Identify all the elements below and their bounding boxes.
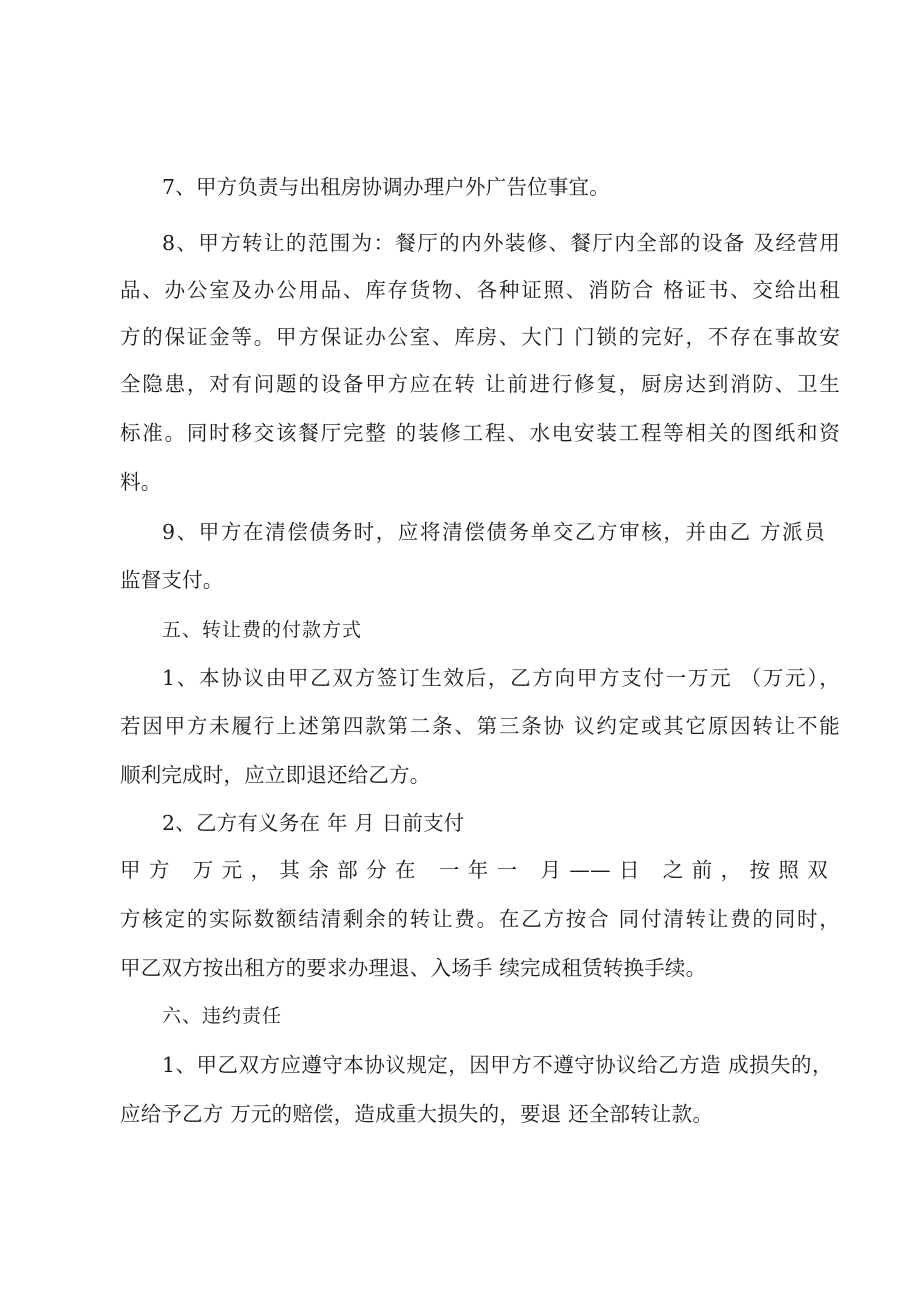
clause-8-line-4: 全隐患，对有问题的设备甲方应在转 让前进行修复，厨房达到消防、卫生 <box>120 372 840 396</box>
payment-clause-2-line-4: 甲乙双方按出租方的要求办理退、入场手 续完成租赁转换手续。 <box>120 956 707 980</box>
payment-clause-1-line-2: 若因甲方未履行上述第四款第二条、第三条协 议约定或其它原因转让不能 <box>120 714 840 738</box>
breach-clause-1-line-1: 1、甲乙双方应遵守本协议规定，因甲方不遵守协议给乙方造 成损失的， <box>162 1053 832 1077</box>
payment-clause-1-line-1: 1、本协议由甲乙双方签订生效后，乙方向甲方支付一万元 （万元）， <box>162 666 840 690</box>
clause-8-line-1: 8、甲方转让的范围为：餐厅的内外装修、餐厅内全部的设备 及经营用 <box>162 231 840 255</box>
payment-clause-2-line-2: 甲方 万元，其余部分在 一年一 月——日 之前，按照双 <box>120 858 828 882</box>
clause-8-line-6: 料。 <box>120 470 162 494</box>
payment-clause-2-line-1: 2、乙方有义务在 年 月 日前支付 <box>162 811 465 835</box>
clause-8-line-5: 标准。同时移交该餐厅完整 的装修工程、水电安装工程等相关的图纸和资 <box>120 421 840 445</box>
clause-8-line-2: 品、办公室及办公用品、库存货物、各种证照、消防合 格证书、交给出租 <box>120 278 840 302</box>
section-5-heading: 五、转让费的付款方式 <box>162 619 363 641</box>
clause-9-line-1: 9、甲方在清偿债务时，应将清偿债务单交乙方审核，并由乙 方派员 <box>162 520 825 544</box>
breach-clause-1-line-2: 应给予乙方 万元的赔偿，造成重大损失的，要退 还全部转让款。 <box>120 1102 714 1126</box>
payment-clause-1-line-3: 顺利完成时，应立即退还给乙方。 <box>120 763 431 787</box>
section-6-heading: 六、违约责任 <box>162 1005 283 1027</box>
clause-9-line-2: 监督支付。 <box>120 568 224 592</box>
clause-8-line-3: 方的保证金等。甲方保证办公室、库房、大门 门锁的完好，不存在事故安 <box>120 325 840 349</box>
payment-clause-2-line-3: 方核定的实际数额结清剩余的转让费。在乙方按合 同付清转让费的同时， <box>120 907 840 931</box>
clause-7-line-1: 7、甲方负责与出租房协调办理户外广告位事宜。 <box>162 175 610 199</box>
